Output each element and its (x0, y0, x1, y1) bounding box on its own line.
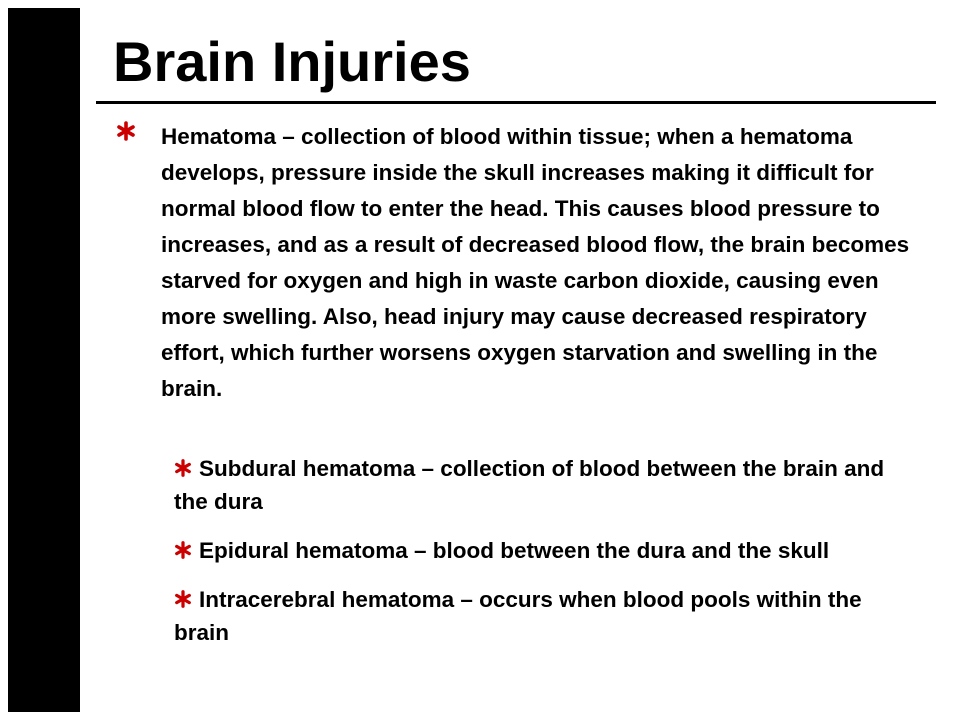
sub-bullet-epidural (174, 534, 904, 567)
left-accent-bar (8, 8, 80, 712)
asterisk-bullet-icon (174, 590, 192, 608)
sub-bullet-intracerebral (174, 583, 904, 649)
sub-bullet-text: Intracerebral hematoma – occurs when blood pools within the brain (174, 587, 862, 645)
main-bullet-text: Hematoma – collection of blood within tissue; when a hematoma develops, pressure inside the skull increases making it difficult for normal blood flow to enter the head. This causes blood pressure to increases, and as a result of decreased blood flow, the brain becomes starved for oxygen and high in waste carbon dioxide, causing even more swelling. Also, head injury may cause decreased respiratory effort, which further worsens oxygen starvation and swelling in the brain. (161, 124, 910, 401)
title-divider (96, 101, 936, 104)
asterisk-bullet-icon (174, 459, 192, 477)
sub-bullet-text: Subdural hematoma – collection of blood between the brain and the dura (174, 456, 885, 514)
slide-title: Brain Injuries (113, 30, 471, 93)
asterisk-bullet-icon (116, 121, 136, 141)
sub-bullet-list (174, 452, 904, 665)
asterisk-bullet-icon (174, 541, 192, 559)
sub-bullet-subdural (174, 452, 904, 518)
sub-bullet-text: Epidural hematoma – blood between the dura and the skull (199, 538, 830, 563)
main-bullet (116, 119, 926, 407)
